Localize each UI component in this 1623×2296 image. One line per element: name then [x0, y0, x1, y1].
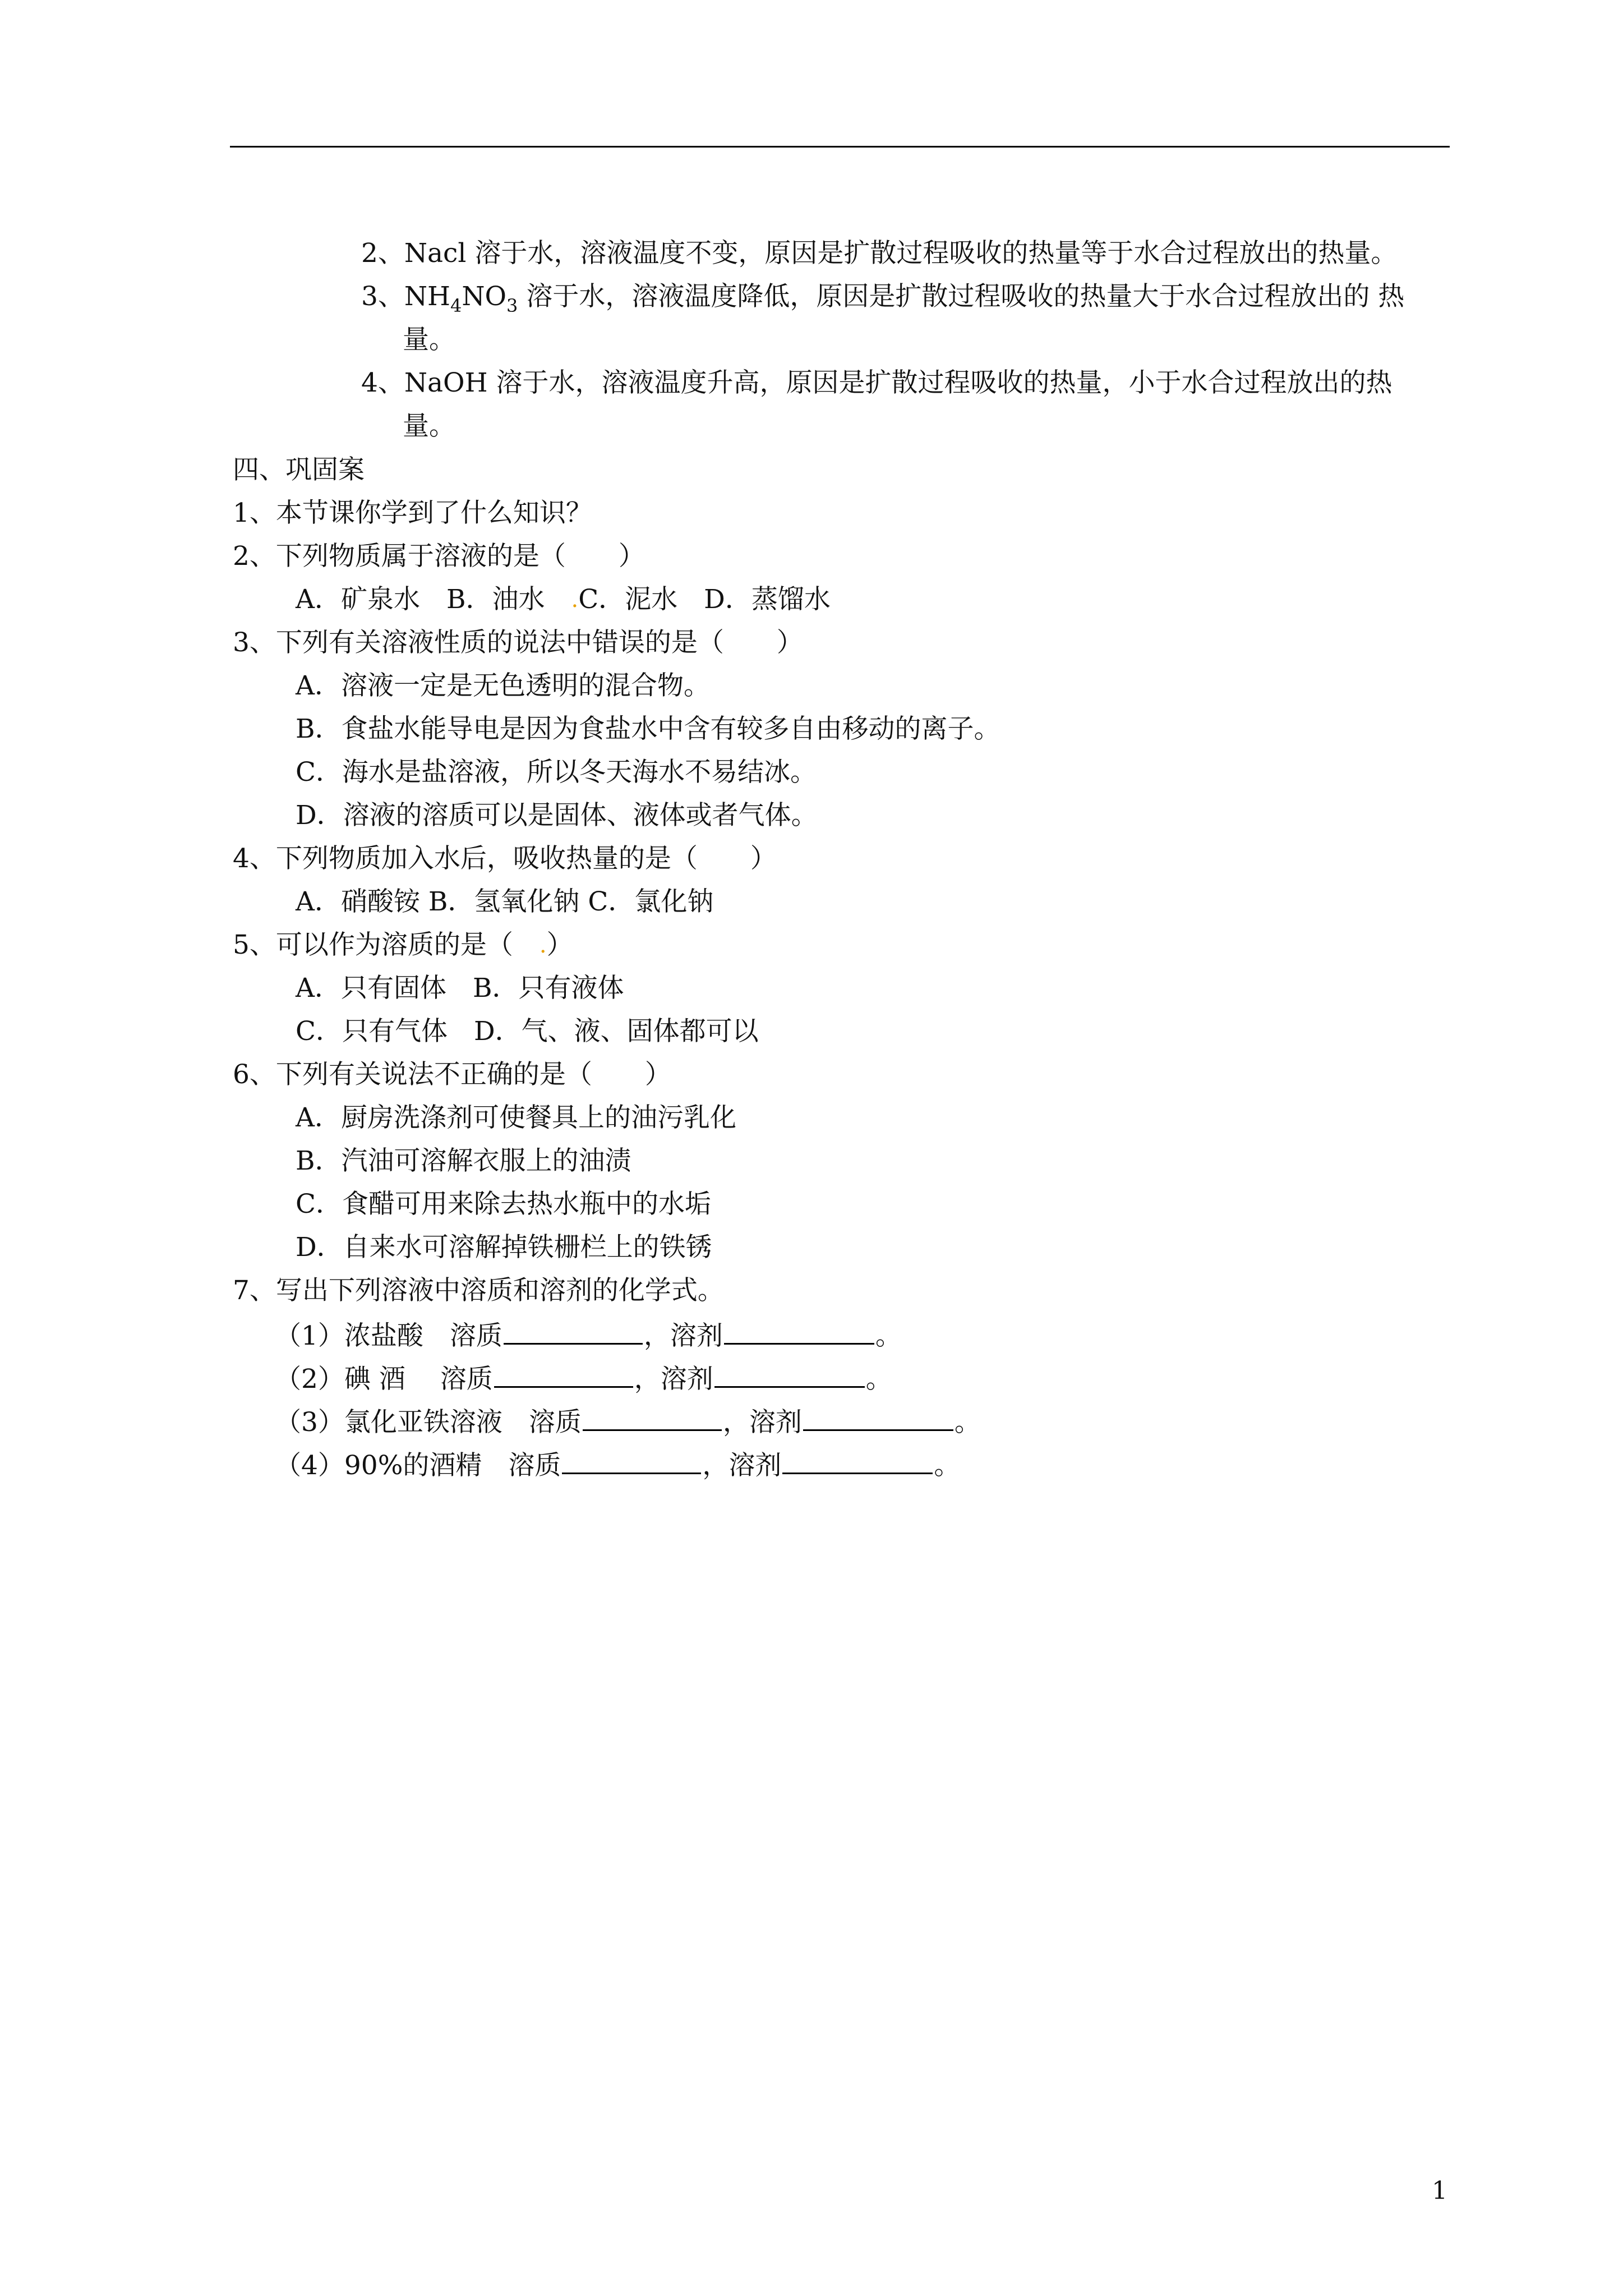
question-3-option-d: D．溶液的溶质可以是固体、液体或者气体。 [296, 800, 818, 831]
question-6-option-a: A．厨房洗涤剂可使餐具上的油污乳化 [296, 1102, 736, 1133]
solvent-blank[interactable] [803, 1407, 953, 1431]
solute-blank[interactable] [562, 1450, 701, 1474]
stray-dot-mark: . [571, 587, 579, 613]
question-3-option-a: A．溶液一定是无色透明的混合物。 [296, 670, 710, 701]
note-4-continuation: 量。 [403, 411, 455, 441]
question-7-item-4: （4）90%的酒精 溶质 ，溶剂 。 [275, 1450, 961, 1481]
solute-blank[interactable] [504, 1320, 643, 1345]
question-3-option-c: C．海水是盐溶液，所以冬天海水不易结冰。 [296, 757, 817, 788]
question-6-option-d: D．自来水可溶解掉铁栅栏上的铁锈 [296, 1232, 712, 1263]
question-5-stem: 5、可以作为溶质的是（ .） [233, 930, 573, 960]
question-6-option-c: C．食醋可用来除去热水瓶中的水垢 [296, 1189, 711, 1220]
question-7-item-2: （2）碘 酒 溶质 ，溶剂 。 [275, 1364, 892, 1395]
solute-blank[interactable] [494, 1364, 633, 1388]
question-5-options-cd: C．只有气体 D．气、液、固体都可以 [296, 1016, 759, 1047]
header-rule [230, 146, 1450, 148]
solvent-blank[interactable] [714, 1364, 865, 1388]
solute-blank[interactable] [583, 1407, 722, 1431]
question-5-options-ab: A．只有固体 B．只有液体 [296, 973, 624, 1004]
note-4: 4、NaOH 溶于水，溶液温度升高，原因是扩散过程吸收的热量，小于水合过程放出的热 [361, 367, 1393, 398]
question-4-options: A．硝酸铵 B．氢氧化钠 C．氯化钠 [296, 886, 714, 917]
section-title: 四、巩固案 [233, 454, 365, 485]
note-3: 3、$NH_4NO_3$ 溶于水，溶液温度降低，原因是扩散过程吸收的热量大于水合过程放出的 热 [361, 281, 1405, 316]
solvent-blank[interactable] [782, 1450, 933, 1474]
question-7-item-1: （1）浓盐酸 溶质 ，溶剂 。 [275, 1320, 902, 1351]
question-2-options: A．矿泉水 B．油水 .C．泥水 D．蒸馏水 [296, 584, 831, 615]
question-6-stem: 6、下列有关说法不正确的是（ ） [233, 1059, 671, 1090]
question-7-stem: 7、写出下列溶液中溶质和溶剂的化学式。 [233, 1275, 724, 1306]
solvent-blank[interactable] [724, 1320, 874, 1345]
question-3-option-b: B．食盐水能导电是因为食盐水中含有较多自由移动的离子。 [296, 714, 1000, 744]
note-2: 2、Nacl 溶于水，溶液温度不变，原因是扩散过程吸收的热量等于水合过程放出的热量。 [361, 238, 1398, 269]
stray-dot-mark: . [539, 932, 547, 958]
page-number: 1 [1432, 2177, 1447, 2205]
note-3-continuation: 量。 [403, 324, 455, 355]
question-7-item-3: （3）氯化亚铁溶液 溶质 ，溶剂 。 [275, 1407, 981, 1438]
question-2-stem: 2、下列物质属于溶液的是（ ） [233, 541, 645, 572]
question-6-option-b: B．汽油可溶解衣服上的油渍 [296, 1145, 631, 1176]
question-4-stem: 4、下列物质加入水后，吸收热量的是（ ） [233, 843, 777, 874]
question-1: 1、本节课你学到了什么知识？ [233, 498, 592, 528]
question-3-stem: 3、下列有关溶液性质的说法中错误的是（ ） [233, 627, 803, 658]
